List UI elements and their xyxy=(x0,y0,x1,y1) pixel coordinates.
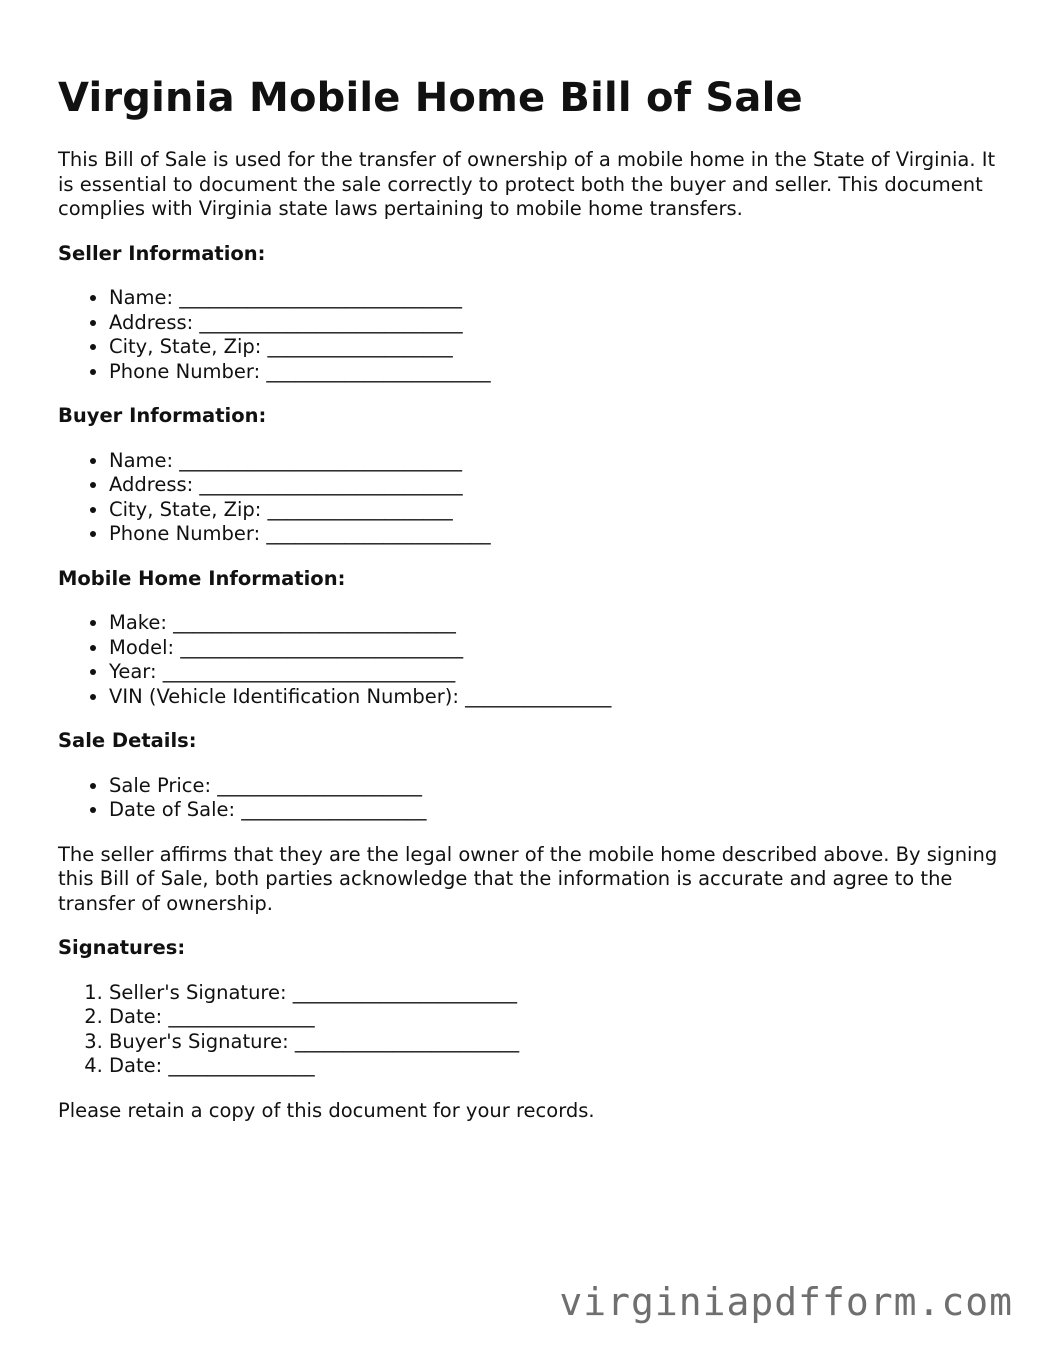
intro-paragraph: This Bill of Sale is used for the transfer of ownership of a mobile home in the State of Virginia. It is essential to document the sale correctly to protect both the buyer and seller. This document complies with Virginia state laws pertaining to mobile home transfers. xyxy=(58,148,996,220)
watermark-site-name: virginiapdfform.com xyxy=(559,1280,1013,1324)
closing-note: Please retain a copy of this document for your records. xyxy=(58,1098,595,1122)
buyer-section-heading: Buyer Information: xyxy=(58,404,267,427)
seller-phone-field: • Phone Number: _______________________ xyxy=(109,360,998,385)
seller-date-field: 2. Date: _______________ xyxy=(109,1005,998,1030)
buyer-name-field: • Name: _____________________________ xyxy=(109,449,998,474)
sale-details-list xyxy=(58,774,998,823)
buyer-signature-field: 3. Buyer's Signature: _______________________ xyxy=(109,1030,998,1055)
signatures-list xyxy=(58,981,998,1079)
seller-name-field: • Name: _____________________________ xyxy=(109,286,998,311)
seller-section-heading: Seller Information: xyxy=(58,241,266,265)
date-of-sale-field: • Date of Sale: ___________________ xyxy=(109,798,998,823)
mobile-home-fields-list xyxy=(58,611,998,709)
buyer-fields-list xyxy=(58,449,998,547)
model-field: • Model: _____________________________ xyxy=(109,636,998,661)
year-field: • Year: ______________________________ xyxy=(109,660,998,685)
buyer-address-field: • Address: ___________________________ xyxy=(109,473,998,498)
buyer-city-state-zip-field: • City, State, Zip: ___________________ xyxy=(109,498,998,523)
page-title: Virginia Mobile Home Bill of Sale xyxy=(58,75,803,121)
seller-fields-list xyxy=(58,286,998,384)
sale-price-field: • Sale Price: _____________________ xyxy=(109,774,998,799)
sale-details-section-heading: Sale Details: xyxy=(58,729,197,752)
seller-address-field: • Address: ___________________________ xyxy=(109,311,998,336)
buyer-date-field: 4. Date: _______________ xyxy=(109,1054,998,1079)
mobile-home-section-heading: Mobile Home Information: xyxy=(58,566,346,590)
buyer-phone-field: • Phone Number: _______________________ xyxy=(109,522,998,547)
seller-signature-field: 1. Seller's Signature: _______________________ xyxy=(109,981,998,1006)
seller-city-state-zip-field: • City, State, Zip: ___________________ xyxy=(109,335,998,360)
document-page xyxy=(58,72,998,1123)
affirmation-paragraph: The seller affirms that they are the legal owner of the mobile home described above. By signing this Bill of Sale, both parties acknowledge that the information is accurate and agree to the transfer of ownership. xyxy=(58,842,998,915)
vin-field: • VIN (Vehicle Identification Number): _______________ xyxy=(109,685,998,710)
make-field: • Make: _____________________________ xyxy=(109,611,998,636)
signatures-section-heading: Signatures: xyxy=(58,936,186,959)
